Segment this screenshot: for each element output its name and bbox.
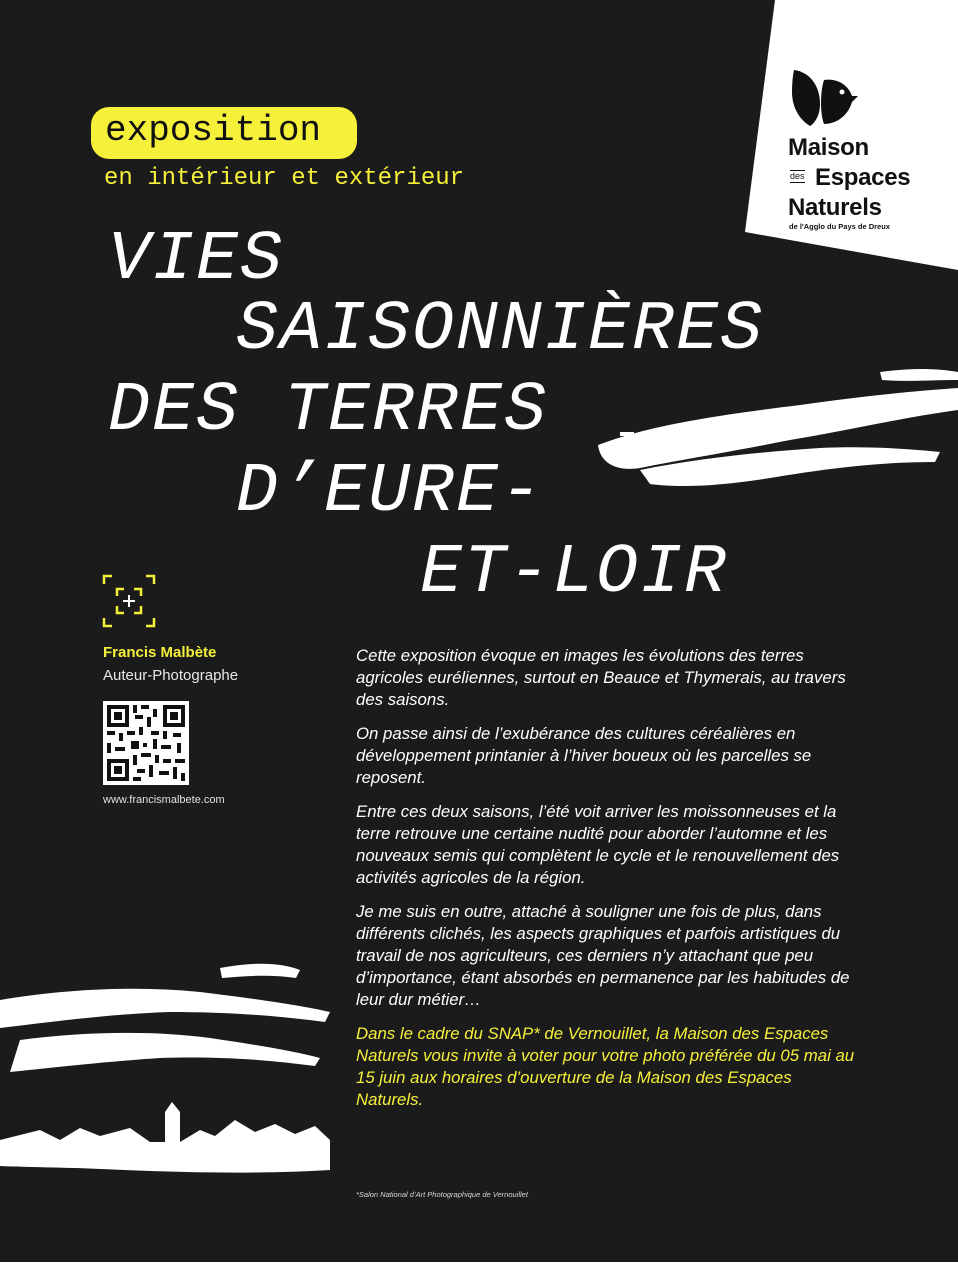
title-line-1: VIES bbox=[108, 221, 285, 300]
logo-word-espaces: Espaces bbox=[815, 164, 911, 191]
footnote: *Salon National d’Art Photographique de Vernouillet bbox=[356, 1190, 528, 1199]
paragraph-4: Je me suis en outre, attaché à souligner une fois de plus, dans différents clichés, les aspects graphiques et parfois artistiques du travail de nos agriculteurs, ces derniers n’y attachant que peu d’importance, étant absorbés en permanence par les habitudes de leur dur métier… bbox=[356, 902, 850, 1009]
paragraph-vote-invitation: Dans le cadre du SNAP* de Vernouillet, la Maison des Espaces Naturels vous invite à voter pour votre photo préférée du 05 mai au 15 juin aux horaires d’ouverture de la Maison des Espaces Naturels. bbox=[356, 1024, 855, 1109]
logo-subtitle: de l'Agglo du Pays de Dreux bbox=[789, 222, 890, 231]
leaf-bird-logo-icon bbox=[790, 66, 860, 128]
exposition-label: exposition bbox=[105, 110, 322, 151]
description-text bbox=[356, 645, 856, 1123]
logo-word-des: des bbox=[790, 171, 805, 181]
logo-word-naturels: Naturels bbox=[788, 194, 882, 221]
title-line-5: ET-LOIR bbox=[420, 534, 729, 613]
title-line-4: D’EURE- bbox=[236, 453, 545, 532]
qr-code-icon[interactable] bbox=[103, 701, 189, 785]
author-name: Francis Malbète bbox=[103, 644, 217, 661]
title-line-2: SAISONNIÈRES bbox=[236, 291, 765, 370]
author-website-link[interactable]: www.francismalbete.com bbox=[103, 794, 225, 806]
exposition-subtitle: en intérieur et extérieur bbox=[104, 165, 465, 192]
paragraph-1: Cette exposition évoque en images les évolutions des terres agricoles euréliennes, surtout en Beauce et Thymerais, au travers des saisons. bbox=[356, 646, 846, 709]
author-role: Auteur-Photographe bbox=[103, 667, 239, 684]
paragraph-2: On passe ainsi de l’exubérance des cultures céréalières en développement printanier à l’hiver boueux où les parcelles se reposent. bbox=[356, 724, 812, 787]
camera-focus-icon bbox=[102, 574, 156, 628]
paragraph-3: Entre ces deux saisons, l’été voit arriver les moissonneuses et la terre retrouve une certaine nudité pour aborder l’automne et les nouveaux semis qui complètent le cycle et le renouvellement des activités agricoles de la région. bbox=[356, 802, 840, 887]
logo-word-maison: Maison bbox=[788, 134, 869, 161]
title-line-3: DES TERRES bbox=[108, 372, 549, 451]
